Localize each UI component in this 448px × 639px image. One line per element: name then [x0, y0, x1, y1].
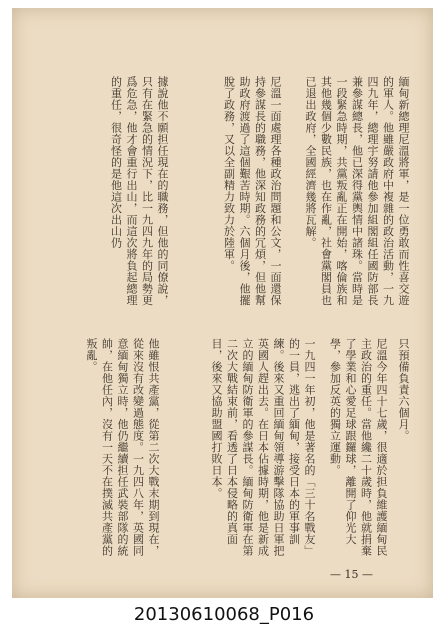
- document-page: [12, 8, 433, 598]
- lower-paragraph-4: 他雖恨共產黨，從第二次大戰末期到現在，從來沒有改變過態度。一九四八年，英國同意緬甸獨立時，他仍繼續担任武裝部隊的統帥，在他任內，沒有一天不在撲滅共產黨的叛亂。: [85, 338, 160, 557]
- lower-paragraph-1: 只預備負責六個月。: [397, 338, 410, 442]
- upper-paragraph-3: 據說他不願担任現在的職務，但他的同僚說，只有在緊急的情況下，比一九四九年的局勢更爲危急，他才會重行出山，而這次將負起總理的重任，很奇怪的是他這次出山仍: [109, 76, 169, 306]
- upper-paragraph-2: 尼溫一面處理各種政治問題和公文，一面還保持參謀長的職務，他深知政務的冗煩，但他幫助政府渡過了這個艱苦時期。六個月後，他擺脫了政務，又以全副精力致力於陸軍。: [222, 76, 282, 306]
- page-number: — 15 —: [330, 568, 373, 581]
- lower-paragraph-2: 尼溫今年四十七歲，很適於担負維護緬甸民主政治的重任。當他纔二十歲時，他就捐棄了學業和心愛足球跟鑼球，離開了仰光大學，參加反英的獨立運動。: [328, 338, 388, 557]
- upper-paragraph-1: 緬甸新總理尼溫將軍，是一位勇敢而性喜交遊的軍人。他雖嚴政府中複雜的政治活動，一九四九年，總理宇努請他參加組閣組任國防部長兼參謀總長，他已深得黨輿情中諸珠。當時是一段緊急時期，共黨叛亂正在開始，喀倫族和其他幾個少數民族，也在作亂，社會黨閣員也已退出政府，全國經濟幾將瓦解。: [304, 76, 410, 306]
- image-caption: 20130610068_P016: [133, 604, 315, 625]
- lower-paragraph-3: 一九四一年初，他是著名的「三十名戰友」的一員，逃出了緬甸，接受日本的軍事訓練。後來又重回緬甸領導游擊隊協助日軍把英國人趕出去。在日本佔據時期，他是新成立的緬甸防衛軍的參謀長。緬甸防衛軍在第二次大戰結束前，看透了日本侵略的真面目，後來又協助盟國打敗日本。: [210, 338, 316, 557]
